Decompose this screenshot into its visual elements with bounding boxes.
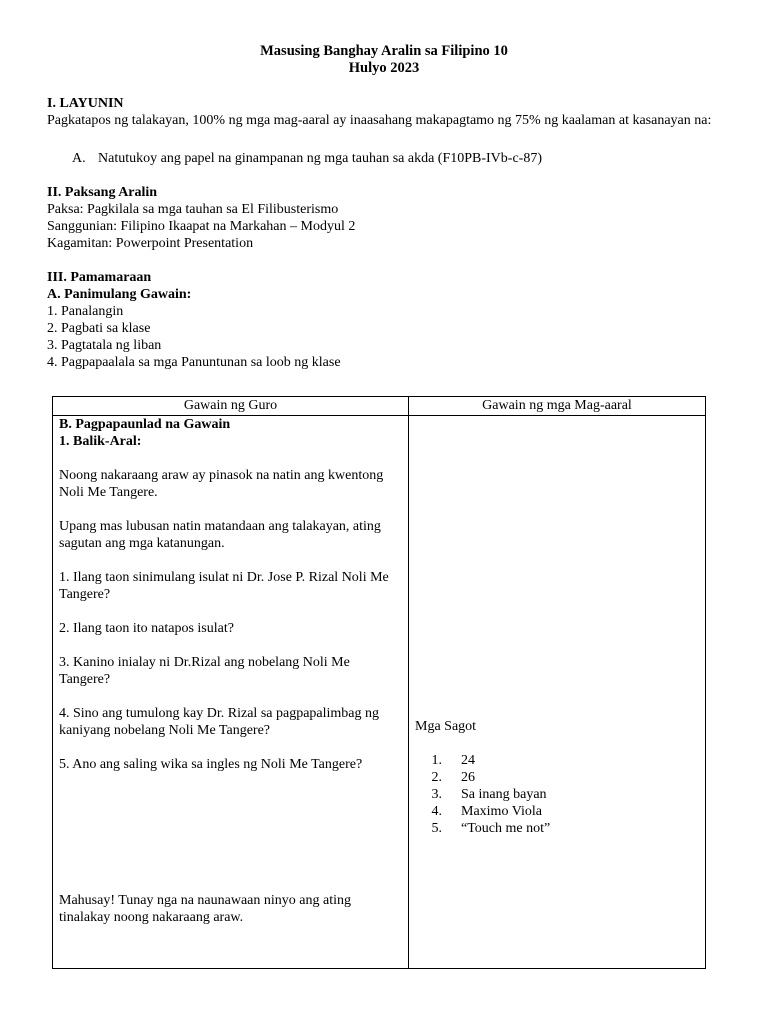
header-gawain-magaaral: Gawain ng mga Mag-aaral (409, 397, 706, 416)
document-header (0, 43, 768, 77)
list-item: 4. Maximo Viola (431, 804, 542, 819)
objective-marker: A. (72, 151, 86, 166)
subsection-title: 1. Balik-Aral: (59, 434, 142, 449)
list-item: 1. Panalangin (47, 304, 124, 319)
list-item: 4. Pagpapaalala sa mga Panuntunan sa loob ng klase (47, 355, 341, 370)
teacher-activity-cell (53, 416, 409, 969)
document-body (47, 95, 720, 371)
section-title: B. Pagpapaunlad na Gawain (59, 417, 231, 432)
question: 4. Sino ang tumulong kay Dr. Rizal sa pagpapalimbag ng kaniyang nobelang Noli Me Tangere? (59, 706, 380, 738)
pamamaraan-heading: III. Pamamaraan (47, 270, 152, 285)
paragraph: Upang mas lubusan natin matandaan ang talakayan, ating sagutan ang mga katanungan. (59, 519, 381, 551)
student-activity-cell (409, 416, 706, 969)
sanggunian-line: Sanggunian: Filipino Ikaapat na Markahan – Modyul 2 (47, 219, 356, 234)
answers-title: Mga Sagot (415, 719, 477, 734)
kagamitan-line: Kagamitan: Powerpoint Presentation (47, 236, 254, 251)
question: 2. Ilang taon ito natapos isulat? (59, 621, 234, 636)
header-gawain-guro: Gawain ng Guro (53, 397, 409, 416)
list-item: 5. “Touch me not” (431, 821, 551, 836)
list-item: 2. 26 (431, 770, 475, 785)
paksa-line: Paksa: Pagkilala sa mga tauhan sa El Filibusterismo (47, 202, 339, 217)
activity-table (52, 396, 706, 969)
document-title: Masusing Banghay Aralin sa Filipino 10 (260, 43, 508, 59)
question: 3. Kanino inialay ni Dr.Rizal ang nobelang Noli Me Tangere? (59, 655, 350, 687)
paragraph: Noong nakaraang araw ay pinasok na natin ang kwentong Noli Me Tangere. (59, 468, 384, 500)
list-item: 3. Sa inang bayan (431, 787, 547, 802)
layunin-intro: Pagkatapos ng talakayan, 100% ng mga mag-aaral ay inaasahang makapagtamo ng 75% ng kaalaman at kasanayan na: (47, 113, 712, 128)
panimulang-gawain-heading: A. Panimulang Gawain: (47, 287, 192, 302)
answers-list (415, 752, 550, 837)
list-item: 2. Pagbati sa klase (47, 321, 151, 336)
list-item: 1. 24 (431, 753, 475, 768)
table-header-row (53, 397, 706, 416)
table-row (53, 416, 706, 969)
list-item: 3. Pagtatala ng liban (47, 338, 162, 353)
paksang-aralin-heading: II. Paksang Aralin (47, 185, 158, 200)
objective-text: Natutukoy ang papel na ginampanan ng mga tauhan sa akda (F10PB-IVb-c-87) (98, 151, 542, 166)
question: 1. Ilang taon sinimulang isulat ni Dr. Jose P. Rizal Noli Me Tangere? (59, 570, 389, 602)
closing-remark: Mahusay! Tunay nga na naunawaan ninyo ang ating tinalakay noong nakaraang araw. (59, 893, 351, 925)
layunin-heading: I. LAYUNIN (47, 96, 124, 111)
document-date: Hulyo 2023 (348, 60, 420, 76)
question: 5. Ano ang saling wika sa ingles ng Noli Me Tangere? (59, 757, 363, 772)
objective-item (47, 150, 720, 167)
